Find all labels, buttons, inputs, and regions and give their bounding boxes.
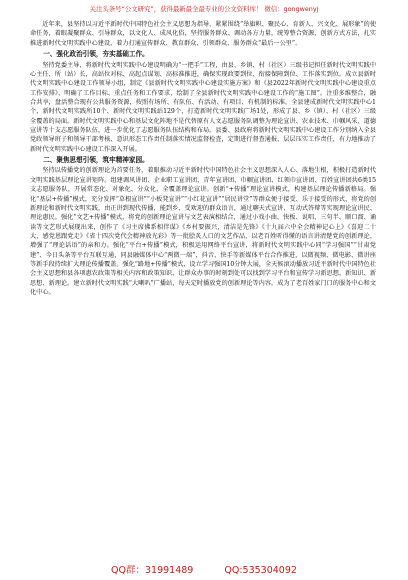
top-banner: 关注头条号“公文研究”，获得最新最全最专业的公文资料库！ 微信：gongwenyj xyxy=(89,5,319,13)
section-2-paragraph: 坚持以传播党的创新理论为首要任务，着眼推动习近平新时代中国特色社会主义思想深入人心、落地生根，积极打造新时代文明实践基层理论宣讲矩阵。组建调风讲团、企业职工宣讲团、青年宣讲团、巾帼宣讲团、红领巾宣讲团、百姓宣讲团共6类15支志愿服务队，开展常态化、对象化、分众化、全覆盖理论宣讲。创新“+传播”理论宣讲模式，构建基层理论传播新格局。强化“基层+传播”模式，充分发挥“草根宣讲”“小板凳宣讲”“小红花宣讲”“居民讲堂”等群众便于接受、乐于接受的形式，将党的创新理论和新时代文明实践，由正讲到现代传播，能到乡、受欢迎的群众语言，通过聊天式宣讲、互动式答辩等实现理论宣讲民、理论惠民。强化“文艺+传播”模式，将党的创新理论宣讲与文艺表演相结合，通过小戏小曲、快板、说唱、三句半、顺口溜、诵读等文艺形式展现出来，创作了《习主席佛系相伴谋》《乡村要振兴，清洁是先锋》《十九届六中全会精神记心上》《喜迎二十大，感党恩跟党走》《省十四次党代会精神放光彩》等一批脍炙人口的文艺作品，以老百姓听得懂的语言讲清楚党的创新理论，增强了“理论话语”的亲和力。强化“平台+传播”模式，积极运用网络平台宣讲，将新时代文明实践中心同“学习强国”“甘肃党建”、今日头条等平台互联互通，同县融媒体中心“两微一端”，抖音、快手等新媒体平台合作推进，以微视频、微电影、微讲座等新手段持续扩大理论传播覆盖。强化“路地+传播”模式，设立学习强国10分钟大展，全天候滚动播放习近平新时代中国特色社会主义思想和县各项惠农政策等相关内容和政策知识，让群众办事的时刻到处可以找到学习平台和宣传学习新思想，新知识、新思想、新理论。建立新时代文明实践“大喇叭”广播站，每天定时播放党的创新理论等内容，成为了老百姓家门口的服务中心和文化中心。 xyxy=(30,167,376,296)
intro-paragraph: 近年来，县坚持以习近平新时代中国特色社会主义思想为指导，紧紧围绕“举旗帜、聚民心、育新人、兴文化、展形象”的使命任务，着眼凝聚群众、引导群众，以文化人、成风化俗，坚持服务群众、调动各方力量，统筹整合资源，创新方式方法，扎实推进新时代文明实践中心建设，着力打通宣传群众、教育群众、引领群众、服务群众“最后一公里”。 xyxy=(30,21,376,47)
qq-contact-number: QQ:535304092 xyxy=(224,565,297,576)
section-1-paragraph: 坚持党委主导，将新时代文明实践中心建设明确为“一把手”工程，由县、乡镇、村（社区）三级书记担任新时代文明实践中心主任、所（站）长，高站位对标、高起点谋划、高标准推进，确保实现政要到位、衔接保障到位、工作落实到位。成立县新时代文明实践中心建设工作领导小组，制定《县新时代文明实践中心建设实施方案》和《县2022年新时代文明实践中心建设重点工作安排》，明确了工作目标、重点任务和工作要求，绘制了全县新时代文明实践中心建设工作的“施工图”。注重多维整合，融合共享，盘活整合现有公共服务资源，按照有场所、有队伍、有活动、有项目、有机制的标准，全县建成新时代文明实践中心1个、新时代文明实践所10个、新时代文明实践站129个，打造新时代文明实践广场1处，形成了县、乡（镇）、村（社区）三级全覆盖的局面。新时代文明实践中心和基层文化阵地不是代替原有人文志愿服务队调整为理论宣讲、农业技术、巾帼风采、道德宣讲等十支志愿服务队伍，进一步优化了志愿服务队伍结构和布局。县委、县政府将新时代文明实践中心建设工作分别纳入全县党政领导班子和领导干部考核、意识形态工作责任制落实情况监督检查，定期进行督查通报，层层压实工作责任，有力地推动了新时代文明实践中心建设工作深入开展。 xyxy=(30,61,376,153)
section-2-heading: 二、聚焦思想引领，筑牢精神家园。 xyxy=(43,155,149,164)
footer-banner xyxy=(0,562,408,576)
section-1-heading: 一、强化政治引领，夯实基础工作。 xyxy=(43,50,149,59)
document-body xyxy=(30,20,376,297)
qq-group-number: QQ群：31991489 xyxy=(111,565,194,576)
